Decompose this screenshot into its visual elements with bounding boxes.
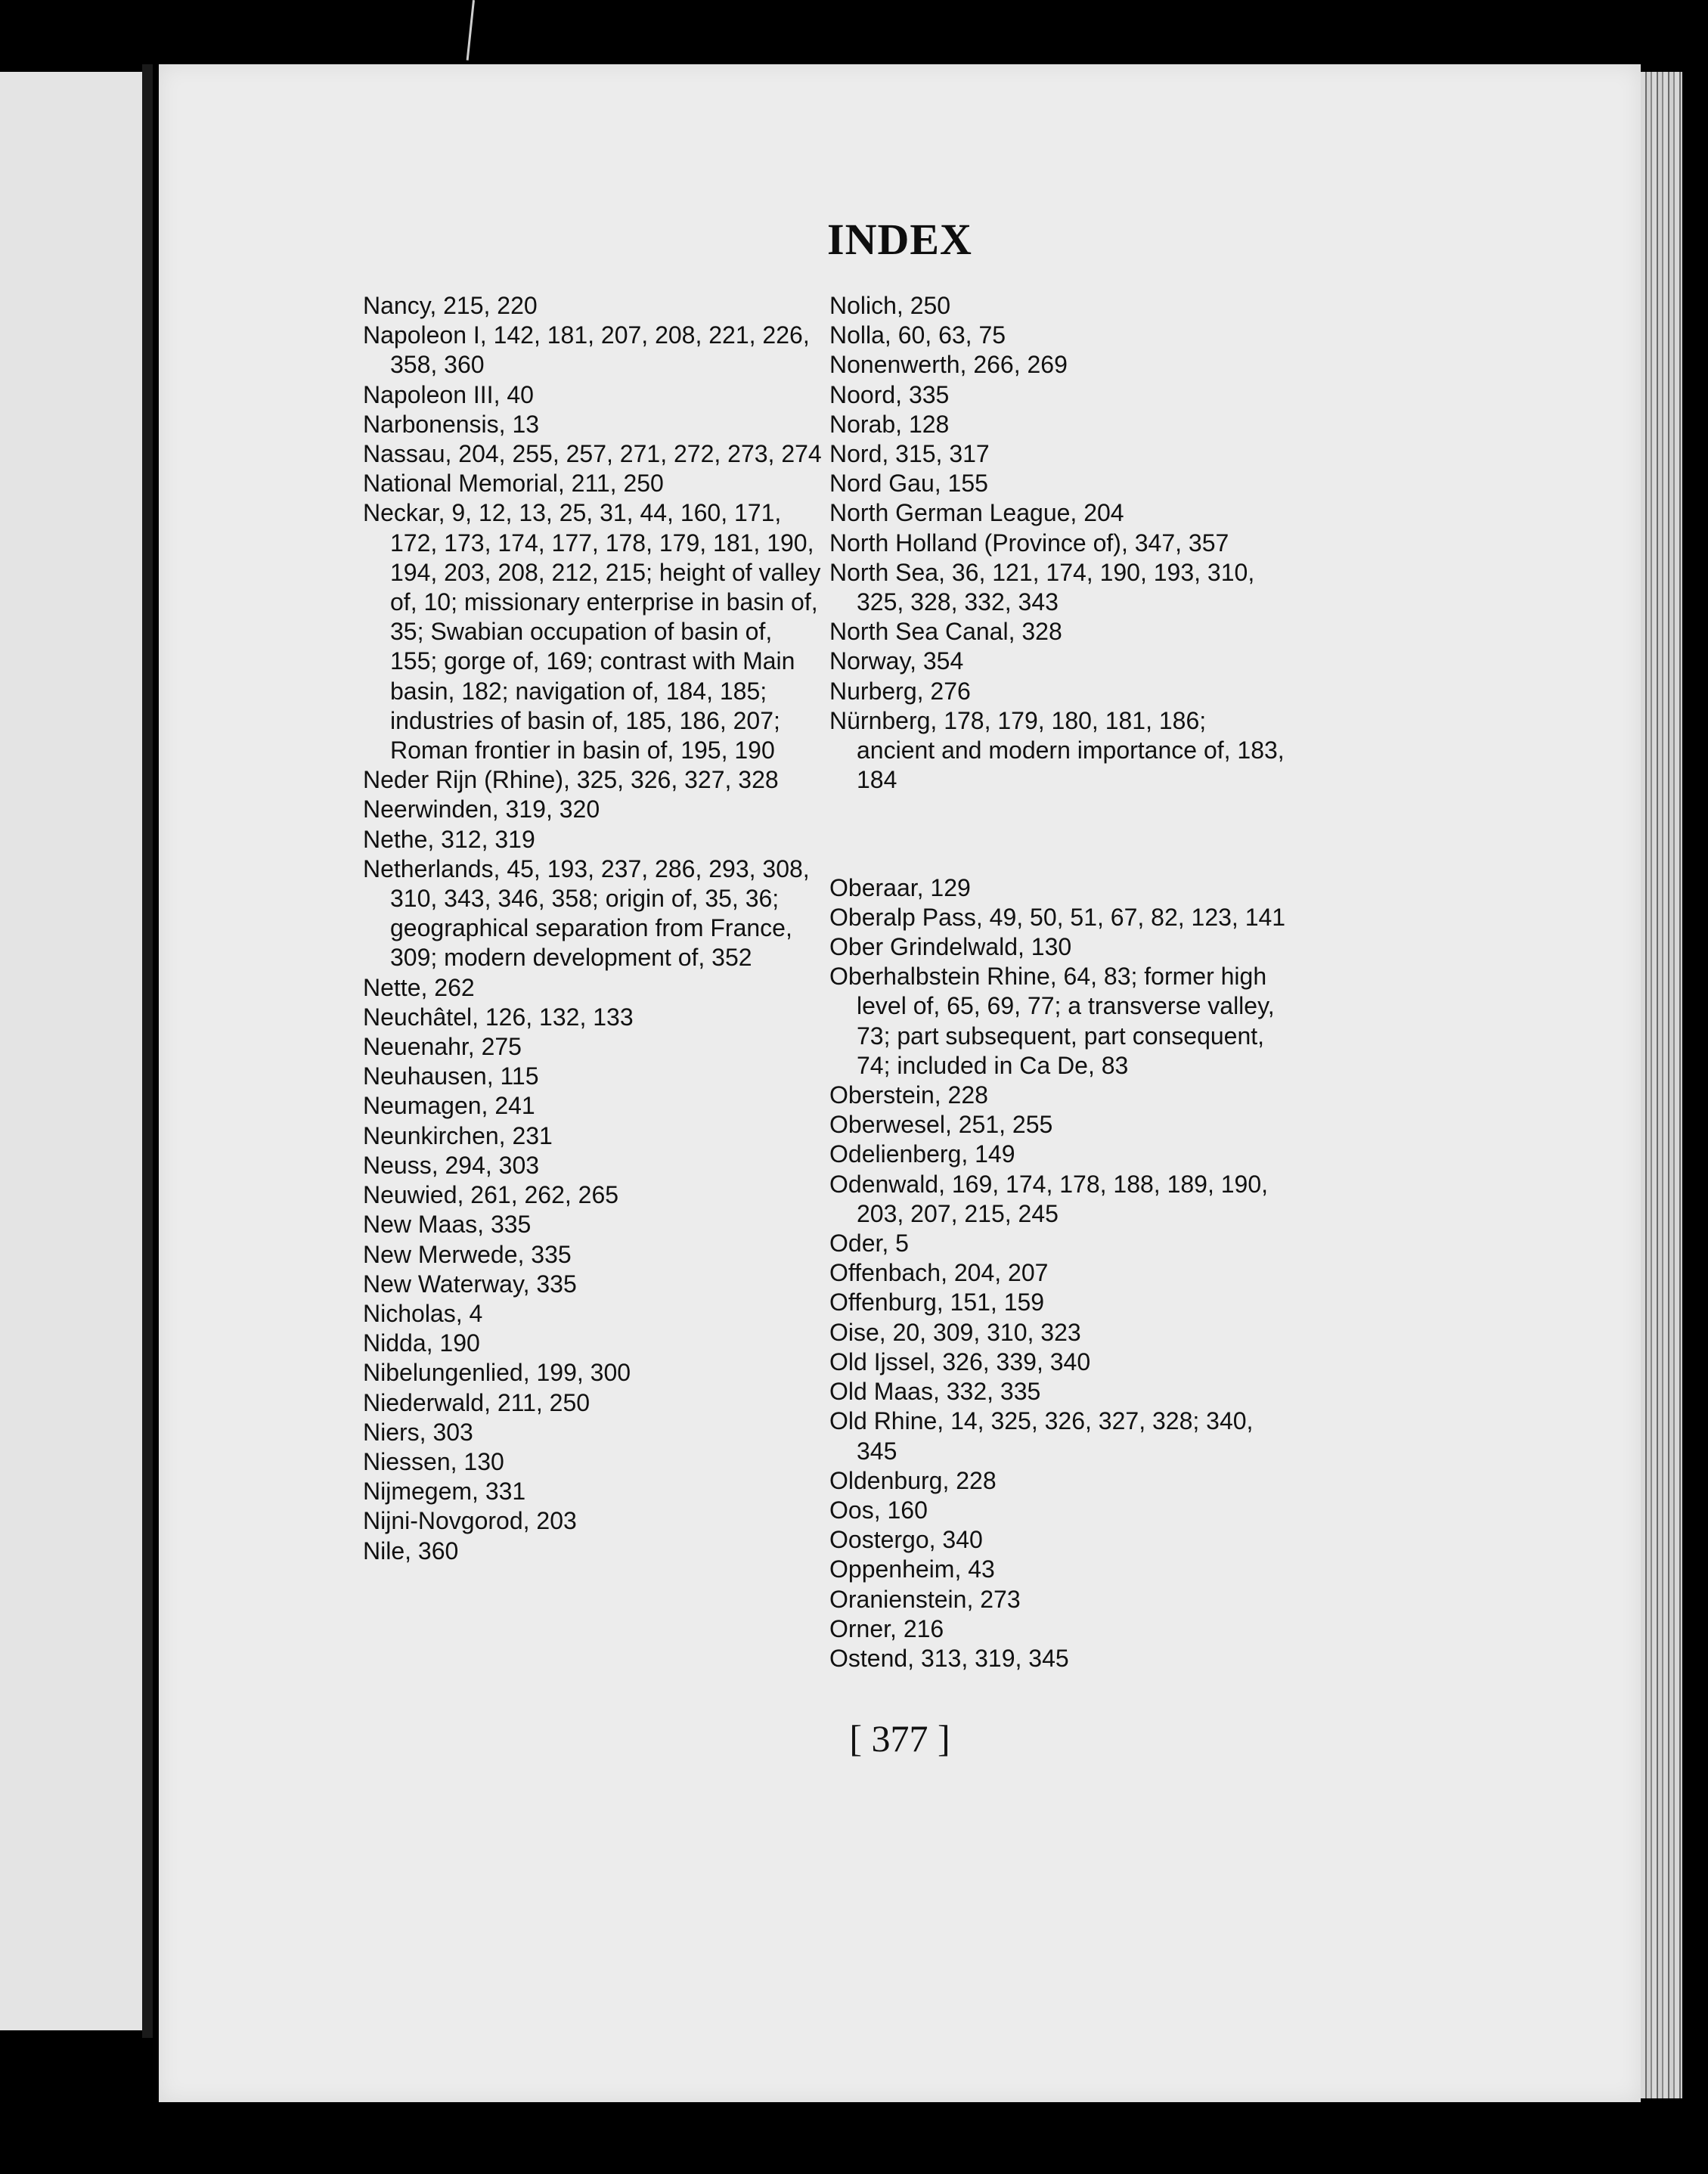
- index-entry: Ostend, 313, 319, 345: [829, 1644, 1069, 1672]
- index-entry: Oberaar, 129: [829, 873, 971, 901]
- index-entry: Narbonensis, 13: [363, 410, 540, 438]
- index-entry: Nurberg, 276: [829, 677, 971, 705]
- index-entry: Niessen, 130: [363, 1447, 504, 1475]
- index-entry: Nolla, 60, 63, 75: [829, 321, 1006, 349]
- index-entry: New Maas, 335: [363, 1211, 532, 1239]
- index-entry: Neder Rijn (Rhine), 325, 326, 327, 328: [363, 766, 779, 794]
- page-stack-edge: [1641, 72, 1682, 2098]
- index-entry: Oldenburg, 228: [829, 1466, 997, 1494]
- index-entry: North Holland (Province of), 347, 357: [829, 529, 1229, 557]
- index-entry: Nijni-Novgorod, 203: [363, 1507, 577, 1535]
- index-entry: Oder, 5: [829, 1230, 909, 1258]
- index-entry: Nette, 262: [363, 973, 475, 1001]
- index-entry: Napoleon III, 40: [363, 380, 534, 408]
- left-page-sliver: [0, 72, 144, 2030]
- index-entry: Netherlands, 45, 193, 237, 286, 293, 308, 310, 343, 346, 358; origin of, 35, 36; geographical separation from France, 309; modern development of, 352: [363, 854, 817, 972]
- index-entry: Neuss, 294, 303: [363, 1151, 540, 1179]
- index-entry: Oostergo, 340: [829, 1526, 983, 1554]
- index-entry: Offenbach, 204, 207: [829, 1259, 1049, 1287]
- index-entry: Neerwinden, 319, 320: [363, 795, 600, 823]
- index-entry: Oppenheim, 43: [829, 1555, 995, 1583]
- page-heading: INDEX: [827, 215, 972, 264]
- index-entry: Nijmegem, 331: [363, 1478, 526, 1506]
- index-entry: Oberstein, 228: [829, 1081, 988, 1109]
- index-entry: Neuenahr, 275: [363, 1033, 522, 1061]
- index-entry: Niers, 303: [363, 1418, 473, 1446]
- index-entry: Old Maas, 332, 335: [829, 1378, 1041, 1406]
- index-entry: Nethe, 312, 319: [363, 825, 535, 853]
- index-entry: New Waterway, 335: [363, 1270, 577, 1298]
- index-entry: Nancy, 215, 220: [363, 292, 538, 319]
- index-entry: Oberhalbstein Rhine, 64, 83; former high level of, 65, 69, 77; a transverse valley, 73; part subsequent, part consequent, 74; included in Ca De, 83: [829, 963, 1282, 1079]
- index-entry: Nibelungenlied, 199, 300: [363, 1359, 631, 1387]
- index-entry: Nile, 360: [363, 1537, 459, 1565]
- index-entry: Nonenwerth, 266, 269: [829, 351, 1068, 379]
- index-entry: Neuwied, 261, 262, 265: [363, 1181, 619, 1209]
- index-column-left: [363, 291, 828, 1566]
- index-entry: Oranienstein, 273: [829, 1585, 1021, 1613]
- index-entry: Old Ijssel, 326, 339, 340: [829, 1348, 1091, 1375]
- index-entry: Nicholas, 4: [363, 1299, 483, 1327]
- index-entry: Nord, 315, 317: [829, 440, 990, 468]
- index-entry: Oos, 160: [829, 1496, 928, 1524]
- index-entry: Neckar, 9, 12, 13, 25, 31, 44, 160, 171, 172, 173, 174, 177, 178, 179, 181, 190, 194, 203, 208, 212, 215; height of valley of, 10; missionary enterprise in basin of, 35; Swabian occupation of basin of, 155; gorge of, 169; contrast with Main basin, 182; navigation of, 184, 185; industries of basin of, 185, 186, 207; Roman frontier in basin of, 195, 190: [363, 499, 828, 764]
- index-entry: Neuchâtel, 126, 132, 133: [363, 1003, 634, 1031]
- index-entry: Odenwald, 169, 174, 178, 188, 189, 190, 203, 207, 215, 245: [829, 1170, 1275, 1227]
- page-number: [ 377 ]: [849, 1717, 950, 1760]
- index-entry: Neunkirchen, 231: [363, 1121, 553, 1149]
- index-entry: Orner, 216: [829, 1614, 944, 1642]
- index-entry: Napoleon I, 142, 181, 207, 208, 221, 226, 358, 360: [363, 321, 817, 379]
- binding-thread: [467, 0, 475, 60]
- index-entry: Neumagen, 241: [363, 1092, 535, 1120]
- index-entry: Nürnberg, 178, 179, 180, 181, 186; ancient and modern importance of, 183, 184: [829, 706, 1291, 794]
- index-entry: Nassau, 204, 255, 257, 271, 272, 273, 274: [363, 440, 822, 468]
- index-entry: Noord, 335: [829, 380, 950, 408]
- index-entry: Nord Gau, 155: [829, 470, 988, 498]
- index-entry: Nidda, 190: [363, 1329, 480, 1357]
- index-entry: Odelienberg, 149: [829, 1140, 1015, 1168]
- index-entry: Norway, 354: [829, 647, 964, 675]
- index-entry: Oberalp Pass, 49, 50, 51, 67, 82, 123, 141: [829, 903, 1286, 931]
- index-page: [159, 64, 1641, 2102]
- gutter-shadow: [142, 64, 153, 2038]
- index-entry: New Merwede, 335: [363, 1240, 572, 1268]
- index-entry: Ober Grindelwald, 130: [829, 933, 1072, 961]
- index-spacer: [829, 819, 1291, 848]
- index-entry: Neuhausen, 115: [363, 1062, 539, 1090]
- index-entry: Offenburg, 151, 159: [829, 1289, 1045, 1316]
- index-entry: Niederwald, 211, 250: [363, 1388, 591, 1416]
- index-entry: Oberwesel, 251, 255: [829, 1111, 1053, 1139]
- index-entry: North Sea, 36, 121, 174, 190, 193, 310, 325, 328, 332, 343: [829, 558, 1262, 616]
- index-entry: North Sea Canal, 328: [829, 618, 1062, 646]
- index-entry: Old Rhine, 14, 325, 326, 327, 328; 340, 345: [829, 1407, 1260, 1465]
- index-column-right: [829, 291, 1291, 1673]
- index-entry: Norab, 128: [829, 410, 950, 438]
- index-entry: Nolich, 250: [829, 292, 951, 319]
- index-entry: North German League, 204: [829, 499, 1124, 527]
- index-entry: National Memorial, 211, 250: [363, 470, 664, 498]
- index-entry: Oise, 20, 309, 310, 323: [829, 1318, 1081, 1346]
